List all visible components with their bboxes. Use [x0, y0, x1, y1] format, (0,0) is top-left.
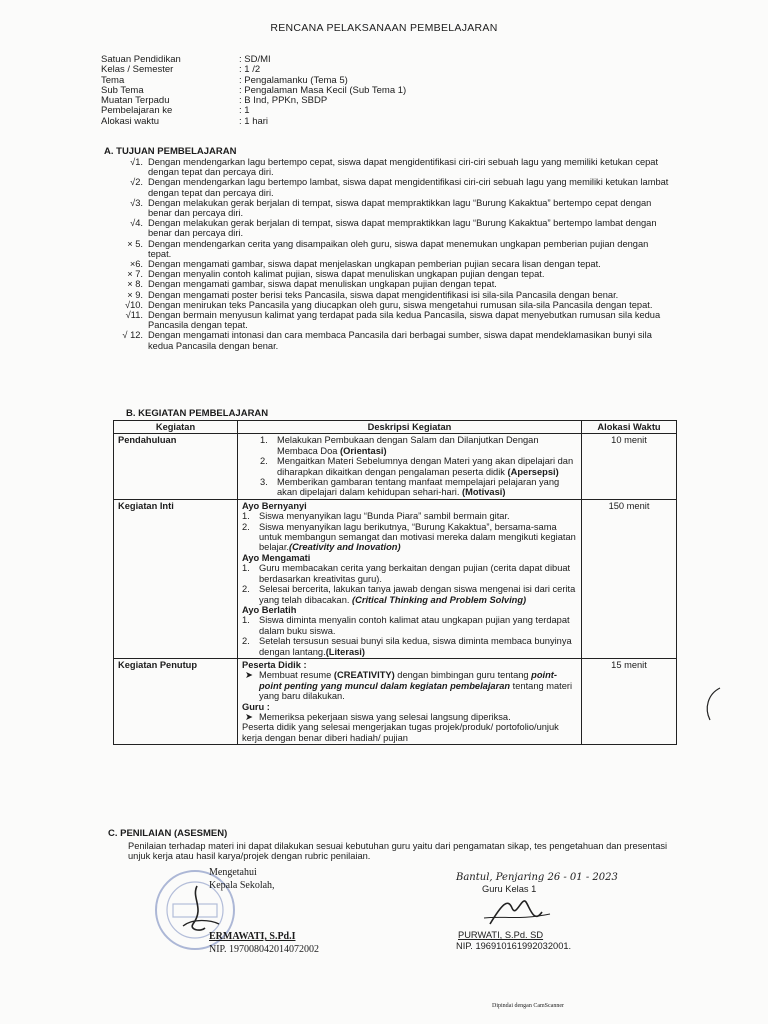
activity-group-title: Ayo Mengamati [242, 552, 311, 563]
identity-value: : SD/MI [239, 54, 271, 65]
goal-item [102, 279, 670, 289]
identity-block [101, 55, 406, 127]
goal-number: √4. [130, 218, 143, 229]
item-text-wrap [259, 522, 577, 553]
goal-item [102, 310, 670, 330]
list-item [242, 584, 577, 605]
goal-text: Dengan mendengarkan lagu bertempo cepat, siswa dapat mengidentifikasi ciri-ciri sebuah lagu yang memiliki ketukan cepat dengan tepat dan percaya diri. [148, 157, 659, 178]
deskripsi-pendahuluan [238, 434, 582, 499]
identity-label: Muatan Terpadu [101, 95, 170, 107]
goal-text: Dengan mendengarkan cerita yang disampaikan oleh guru, siswa dapat menemukan ungkapan pemberian pujian dengan tepat. [148, 238, 649, 259]
footer-scanner: Dipindai dengan CamScanner [492, 1003, 564, 1009]
item-number: 2. [242, 584, 250, 595]
table-row-inti [114, 499, 677, 658]
item-number: 1. [242, 615, 250, 626]
sign-left-line1: Mengetahui [209, 867, 257, 878]
goal-number: √11. [125, 310, 143, 321]
identity-value: : B Ind, PPKn, SBDP [239, 95, 328, 107]
list-item [260, 435, 577, 456]
goal-text: Dengan mengamati gambar, siswa dapat menjelaskan ungkapan pemberian pujian secara lisan dengan tepat. [148, 259, 601, 270]
goal-number: √3. [130, 197, 143, 208]
item-emphasis: (Motivasi) [462, 487, 506, 498]
goal-text: Dengan menyalin contoh kalimat pujian, siswa dapat menuliskan ungkapan pujian dengan tepat. [148, 269, 545, 280]
identity-row [101, 117, 406, 127]
header-deskripsi: Deskripsi Kegiatan [238, 421, 582, 434]
list-item [242, 563, 577, 584]
goal-number: × 9. [127, 289, 143, 300]
deskripsi-penutup [238, 658, 582, 744]
goal-text: Dengan melakukan gerak berjalan di tempat, siswa dapat mempraktikkan lagu “Burung Kakaktua” bertempo cepat dengan benar dan percaya diri. [148, 197, 652, 219]
goal-text: Dengan mendengarkan lagu bertempo lambat, siswa dapat mengidentifikasi ciri-ciri sebuah lagu yang memiliki ketukan lambat dengan tepat dan percaya diri. [148, 177, 669, 198]
goal-item [102, 177, 670, 197]
principal-name: ERMAWATI, S.Pd.I [209, 931, 296, 942]
arrow-bullet-icon: ➤ [245, 711, 253, 722]
closing-text: Peserta didik yang selesai mengerjakan tugas projek/produk/ portofolio/unjuk kerja dengan benar diberi hadiah/ pujian [242, 722, 559, 743]
item-number: 1. [260, 435, 268, 446]
goal-text: Dengan mengamati gambar, siswa dapat menuliskan ungkapan pujian dengan tepat. [148, 279, 497, 290]
document-title: RENCANA PELAKSANAAN PEMBELAJARAN [270, 22, 498, 34]
item-emphasis: (Orientasi) [340, 445, 387, 456]
item-number: 2. [260, 456, 268, 467]
identity-value: : Pengalamanku (Tema 5) [239, 74, 348, 86]
goal-number: × 7. [127, 269, 143, 280]
kegiatan-inti: Kegiatan Inti [114, 499, 238, 658]
item-text: Guru membacakan cerita yang berkaitan dengan pujian (cerita dapat dibuat berdasarkan kreativitas guru). [259, 563, 571, 584]
table-header-row [114, 421, 677, 434]
identity-label: Satuan Pendidikan [101, 54, 181, 65]
section-c-heading: C. PENILAIAN (ASESMEN) [108, 828, 228, 839]
list-item [260, 477, 577, 498]
item-text: Selesai bercerita, lakukan tanya jawab dengan siswa mengenai isi dari cerita yang telah dibacakan. [259, 584, 576, 605]
activity-table [113, 420, 677, 745]
item-number: 2. [242, 636, 250, 647]
item-text: Melakukan Pembukaan dengan Salam dan Dilanjutkan Dengan Membaca Doa [277, 435, 539, 456]
arrow-bullet-icon: ➤ [245, 670, 253, 681]
goal-number: √10. [124, 299, 143, 310]
header-kegiatan: Kegiatan [114, 421, 238, 434]
guru-item-text: Memeriksa pekerjaan siswa yang selesai langsung diperiksa. [259, 711, 511, 722]
item-text-wrap [277, 435, 577, 456]
goal-item [102, 290, 670, 300]
penilaian-text: Penilaian terhadap materi ini dapat dilakukan sesuai kebutuhan guru yaitu dari pengamatan sikap, tes pengetahuan dan presentasi unjuk kerja atau hasil karya/projek dengan rubric penilaian. [128, 841, 668, 862]
item-text: Siswa diminta menyalin contoh kalimat atau ungkapan pujian yang terdapat dalam buku siswa. [259, 615, 570, 636]
signature-left [209, 866, 319, 956]
guru-label: Guru : [242, 701, 270, 712]
item-text-wrap [259, 511, 510, 521]
goal-text: Dengan bermain menyusun kalimat yang terdapat pada sila kedua Pancasila, siswa dapat menyebutkan rumusan sila kedua Pancasila dengan tepat. [148, 310, 661, 331]
identity-value: : 1 /2 [239, 64, 261, 76]
identity-value: : 1 [239, 105, 250, 117]
table-row-pendahuluan [114, 434, 677, 499]
list-item [260, 456, 577, 477]
list-item [242, 511, 577, 521]
teacher-role: Guru Kelas 1 [482, 883, 537, 894]
item-emphasis: (Literasi) [325, 646, 365, 657]
identity-label: Sub Tema [101, 84, 144, 96]
item-text-wrap [277, 477, 577, 498]
item-text-wrap [259, 615, 577, 636]
goal-item [102, 269, 670, 279]
goal-text: Dengan mengamati poster berisi teks Pancasila, siswa dapat mengidentifikasi isi sila-sila Pancasila dengan benar. [148, 289, 619, 300]
table-row-penutup [114, 658, 677, 744]
section-b-heading: B. KEGIATAN PEMBELAJARAN [126, 408, 269, 419]
list-item [242, 522, 577, 553]
sign-left-line2: Kepala Sekolah, [209, 880, 275, 891]
kegiatan-penutup: Kegiatan Penutup [114, 658, 238, 744]
item-number: 1. [242, 563, 250, 574]
item-text-wrap [259, 584, 577, 605]
goals-list [102, 157, 670, 351]
item-text-wrap [277, 456, 577, 477]
item-number: 2. [242, 521, 250, 532]
identity-label: Pembelajaran ke [101, 105, 173, 117]
teacher-name: PURWATI, S.Pd. SD [458, 930, 544, 940]
identity-value: : Pengalaman Masa Kecil (Sub Tema 1) [239, 84, 407, 96]
goal-text: Dengan melakukan gerak berjalan di tempat, siswa dapat mempraktikkan lagu “Burung Kakaktua” bertempo lambat dengan benar dan percaya diri. [148, 218, 657, 239]
resume-text-mid: dengan bimbingan guru tentang [394, 670, 532, 681]
peserta-didik-label: Peserta Didik : [242, 659, 307, 670]
goal-item [102, 157, 670, 177]
goal-item [102, 300, 670, 310]
identity-value: : 1 hari [239, 115, 269, 127]
resume-text: Membuat resume [259, 670, 334, 681]
principal-nip: NIP. 197008042014072002 [209, 944, 320, 955]
item-text: Siswa menyanyikan lagu berikutnya, “Burung Kakaktua”, bersama-sama untuk membangun semangat dan motivasi mereka dalam mengikuti kegiatan belajar. [259, 521, 576, 553]
resume-emphasis: point-point penting yang muncul dalam kegiatan pembelajaran [259, 670, 557, 691]
kegiatan-pendahuluan: Pendahuluan [114, 434, 238, 499]
section-a-heading: A. TUJUAN PEMBELAJARAN [104, 146, 237, 157]
deskripsi-inti [238, 499, 582, 658]
item-emphasis: (Creativity and Inovation) [288, 542, 401, 553]
activity-group-title: Ayo Berlatih [242, 604, 297, 615]
goal-number: × 5. [127, 238, 143, 249]
goal-item [102, 330, 670, 350]
goal-text: Dengan mengamati intonasi dan cara membaca Pancasila dari berbagai sumber, siswa dapat mendeklamasikan bunyi sila kedua Pancasila dengan benar. [148, 330, 652, 351]
item-emphasis: (Critical Thinking and Problem Solving) [352, 594, 527, 605]
item-text: Setelah tersusun sesuai bunyi sila kedua, siswa diminta membaca bunyinya dengan lantang. [259, 636, 572, 657]
goal-item [102, 218, 670, 238]
resume-text-end: tentang materi yang baru dilakukan. [259, 680, 573, 702]
list-item [242, 712, 577, 722]
time-inti: 150 menit [582, 499, 677, 658]
goal-number: √1. [130, 157, 143, 167]
item-number: 3. [260, 477, 268, 488]
header-alokasi: Alokasi Waktu [582, 421, 677, 434]
item-text-wrap [259, 636, 577, 657]
goal-number: √ 12. [122, 330, 143, 341]
goal-number: √2. [130, 177, 143, 188]
list-item [242, 615, 577, 636]
item-text: Mengaitkan Materi Sebelumnya dengan Materi yang akan dipelajari dan diharapkan dikaitkan dengan pengalaman peserta didik [277, 456, 574, 477]
time-pendahuluan: 10 menit [582, 434, 677, 499]
identity-label: Alokasi waktu [101, 115, 160, 127]
goal-text: Dengan menirukan teks Pancasila yang diucapkan oleh guru, siswa mengetahui rumusan sila-sila Pancasila dengan tepat. [148, 299, 653, 310]
item-number: 1. [242, 511, 250, 522]
goal-number: ×6. [129, 259, 143, 270]
pen-mark-icon [700, 684, 724, 724]
list-item [242, 636, 577, 657]
goal-item [102, 198, 670, 218]
signature-right [456, 873, 618, 951]
item-emphasis: (Apersepsi) [507, 466, 559, 477]
item-text: Siswa menyanyikan lagu “Bunda Piara” sambil bermain gitar. [259, 511, 510, 522]
item-text: Memberikan gambaran tentang manfaat mempelajari pelajaran yang akan dipelajari dalam kehidupan sehari-hari. [277, 477, 560, 498]
creativity-label: (CREATIVITY) [333, 670, 395, 681]
place-date: Bantul, Penjaring 26 - 01 - 2023 [456, 872, 618, 883]
identity-label: Tema [101, 74, 125, 86]
signature-scribble-icon [482, 894, 552, 930]
identity-label: Kelas / Semester [101, 64, 174, 76]
goal-number: × 8. [127, 279, 143, 290]
item-text-wrap [259, 563, 577, 584]
time-penutup: 15 menit [582, 658, 677, 744]
goal-item [102, 239, 670, 259]
list-item [242, 670, 577, 701]
activity-group-title: Ayo Bernyanyi [242, 500, 307, 511]
teacher-nip: NIP. 196910161992032001. [456, 940, 572, 951]
goal-item [102, 259, 670, 269]
